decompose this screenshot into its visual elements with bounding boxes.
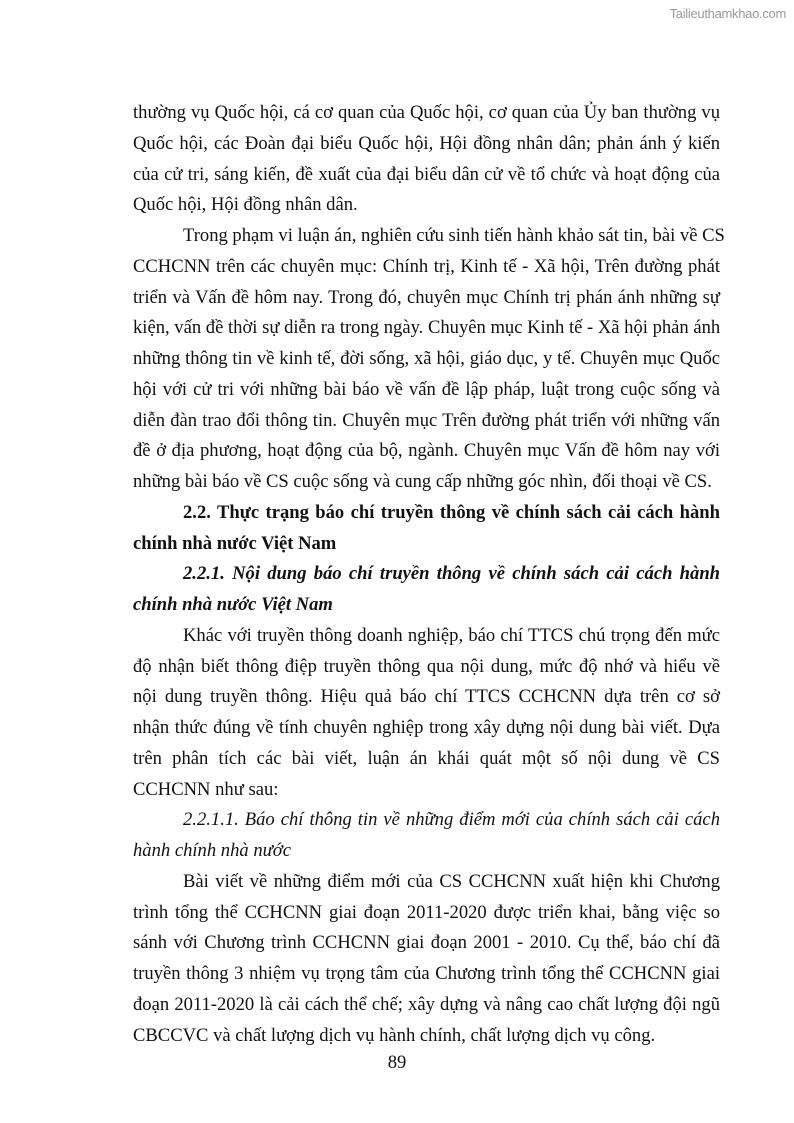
- paragraph: [133, 98, 720, 221]
- page-number: 89: [387, 1052, 407, 1073]
- text-line: triển và Vấn đề hôm nay. Trong đó, chuyên mục Chính trị phán ánh những sự: [133, 286, 720, 308]
- text-line: thường vụ Quốc hội, cá cơ quan của Quốc hội, cơ quan của Ủy ban thường vụ: [133, 102, 720, 123]
- text-line: nội dung truyền thông. Hiệu quả báo chí TTCS CCHCNN dựa trên cơ sở: [133, 686, 720, 708]
- text-line: trên phân tích các bài viết, luận án khái quát một số nội dung về CS: [133, 747, 720, 769]
- section-heading: [133, 498, 720, 560]
- text-line: trình tổng thể CCHCNN giai đoạn 2011-2020 được triển khai, bằng việc so: [133, 901, 720, 923]
- text-line: của cử tri, sáng kiến, đề xuất của đại biểu dân cử về tổ chức và hoạt động của: [133, 163, 720, 185]
- text-line: Khác với truyền thông doanh nghiệp, báo chí TTCS chú trọng đến mức: [183, 624, 720, 646]
- watermark: Tailieuthamkhao.com: [669, 6, 786, 21]
- text-line: đề ở địa phương, hoạt động của bộ, ngành. Chuyên mục Vấn đề hôm nay với: [133, 440, 720, 462]
- text-line: hành chính nhà nước: [133, 840, 291, 861]
- text-line: độ nhận biết thông điệp truyền thông qua nội dung, mức độ nhớ và hiểu về: [133, 655, 720, 677]
- paragraph: [133, 621, 720, 806]
- text-line: những bài báo về CS cuộc sống và cung cấp những góc nhìn, đối thoại về CS.: [133, 471, 712, 492]
- text-line: Trong phạm vi luận án, nghiên cứu sinh tiến hành khảo sát tin, bài về CS: [183, 225, 725, 246]
- text-line: những thông tin về kinh tế, đời sống, xã hội, giáo dục, y tế. Chuyên mục Quốc: [133, 348, 720, 369]
- text-line: CCHCNN như sau:: [133, 778, 279, 800]
- section-heading: [133, 805, 720, 867]
- text-line: CBCCVC và chất lượng dịch vụ hành chính, chất lượng dịch vụ công.: [133, 1024, 656, 1046]
- text-line: nhận thức đúng về tính chuyên nghiệp trong xây dựng nội dung bài viết. Dựa: [133, 717, 720, 738]
- text-line: Quốc hội, Hội đồng nhân dân.: [133, 194, 358, 216]
- text-line: Quốc hội, các Đoàn đại biểu Quốc hội, Hội đồng nhân dân; phản ánh ý kiến: [133, 132, 720, 154]
- text-line: hội với cử tri với những bài báo về vấn đề lập pháp, luật trong cuộc sống và: [133, 378, 720, 400]
- text-line: truyền thông 3 nhiệm vụ trọng tâm của Chương trình tổng thể CCHCNN giai: [133, 963, 720, 984]
- text-line: 2.2.1. Nội dung báo chí truyền thông về chính sách cải cách hành: [183, 563, 720, 585]
- text-line: chính nhà nước Việt Nam: [133, 594, 333, 615]
- text-line: 2.2.1.1. Báo chí thông tin về những điểm mới của chính sách cải cách: [183, 809, 720, 831]
- text-line: đoạn 2011-2020 là cải cách thể chế; xây dựng và nâng cao chất lượng đội ngũ: [133, 993, 720, 1015]
- section-heading: [133, 559, 720, 621]
- document-body: [133, 98, 725, 1051]
- text-line: kiện, vấn đề thời sự diễn ra trong ngày. Chuyên mục Kinh tế - Xã hội phản ánh: [133, 317, 721, 339]
- text-line: 2.2. Thực trạng báo chí truyền thông về chính sách cải cách hành: [183, 501, 720, 523]
- text-line: sánh với Chương trình CCHCNN giai đoạn 2001 - 2010. Cụ thể, báo chí đã: [133, 932, 720, 954]
- text-line: CCHCNN trên các chuyên mục: Chính trị, Kinh tế - Xã hội, Trên đường phát: [133, 255, 720, 277]
- text-line: diễn đàn trao đổi thông tin. Chuyên mục Trên đường phát triển với những vấn: [133, 409, 720, 431]
- text-line: Bài viết về những điểm mới của CS CCHCNN xuất hiện khi Chương: [183, 870, 720, 892]
- paragraph: [133, 867, 720, 1052]
- text-line: chính nhà nước Việt Nam: [133, 532, 337, 554]
- paragraph: [133, 221, 725, 498]
